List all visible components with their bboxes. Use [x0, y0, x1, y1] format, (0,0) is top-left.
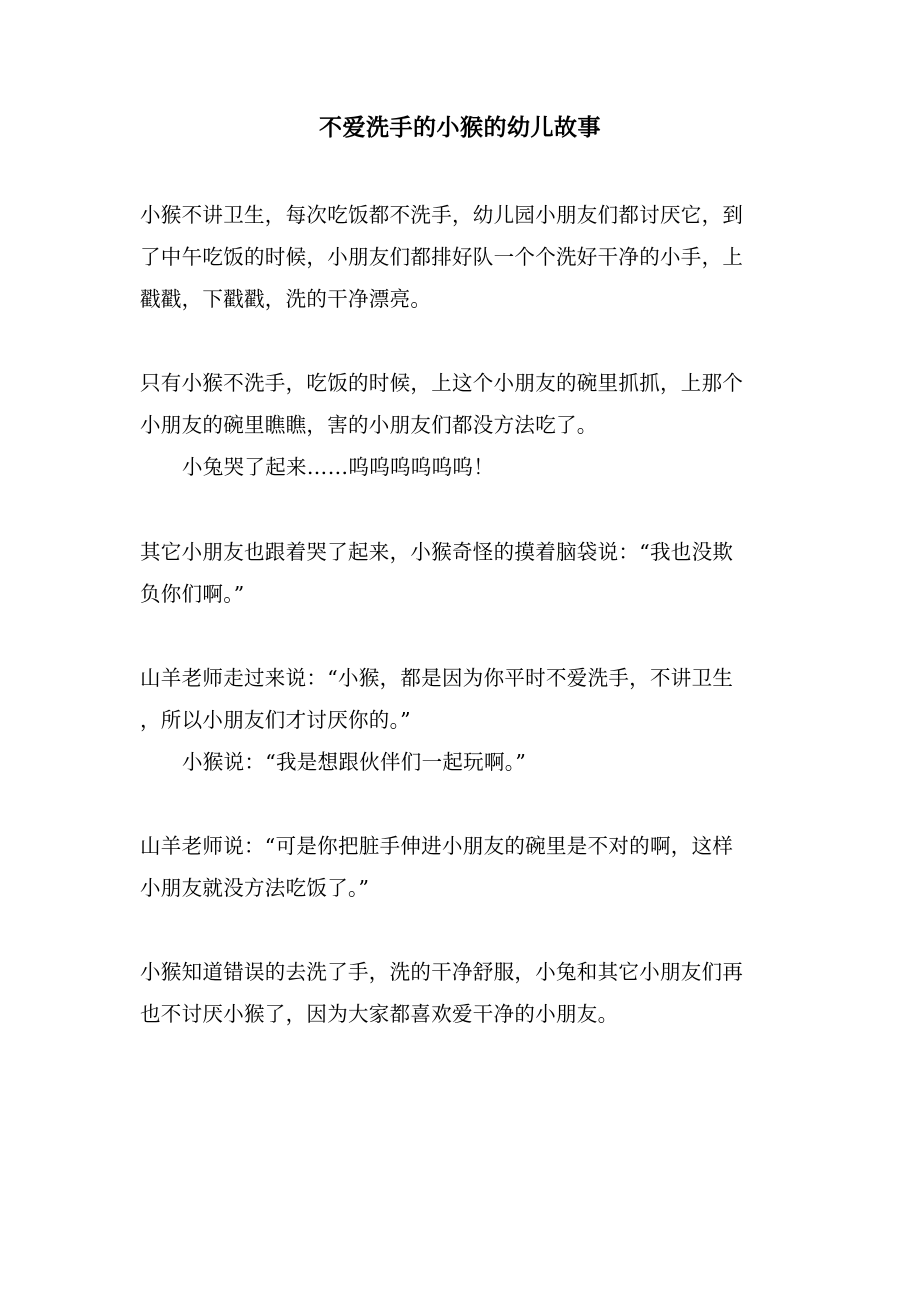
paragraph-6 — [140, 951, 780, 1035]
paragraph-3 — [140, 531, 780, 615]
indented-line: 小猴说：“我是想跟伙伴们一起玩啊。” — [182, 750, 527, 774]
paragraph-line: 戳戳，下戳戳，洗的干净漂亮。 — [140, 287, 432, 311]
document-title: 不爱洗手的小猴的幼儿故事 — [319, 114, 601, 141]
paragraph-line: 小朋友就没方法吃饭了。” — [140, 876, 370, 900]
paragraph-line: 了中午吃饭的时候，小朋友们都排好队一个个洗好干净的小手，上 — [140, 245, 744, 269]
paragraph-line: 负你们啊。” — [140, 582, 245, 606]
indented-line: 小兔哭了起来……呜呜呜呜呜呜！ — [182, 455, 494, 479]
paragraph-line: 也不讨厌小猴了，因为大家都喜欢爱干净的小朋友。 — [140, 1002, 619, 1026]
paragraph-line: 小猴不讲卫生，每次吃饭都不洗手，幼儿园小朋友们都讨厌它，到 — [140, 203, 744, 227]
paragraph-line: 其它小朋友也跟着哭了起来，小猴奇怪的摸着脑袋说：“我也没欺 — [140, 540, 734, 564]
paragraph-line: 山羊老师走过来说：“小猴，都是因为你平时不爱洗手，不讲卫生 — [140, 666, 734, 690]
paragraph-2 — [140, 362, 780, 488]
paragraph-line: 小猴知道错误的去洗了手，洗的干净舒服，小兔和其它小朋友们再 — [140, 960, 744, 984]
paragraph-line: 山羊老师说：“可是你把脏手伸进小朋友的碗里是不对的啊，这样 — [140, 834, 734, 858]
paragraph-line: 只有小猴不洗手，吃饭的时候，上这个小朋友的碗里抓抓，上那个 — [140, 371, 744, 395]
paragraph-line: ，所以小朋友们才讨厌你的。” — [140, 708, 411, 732]
paragraph-1 — [140, 194, 780, 320]
paragraph-5 — [140, 825, 780, 909]
paragraph-line: 小朋友的碗里瞧瞧，害的小朋友们都没方法吃了。 — [140, 413, 598, 437]
paragraph-4 — [140, 657, 780, 783]
